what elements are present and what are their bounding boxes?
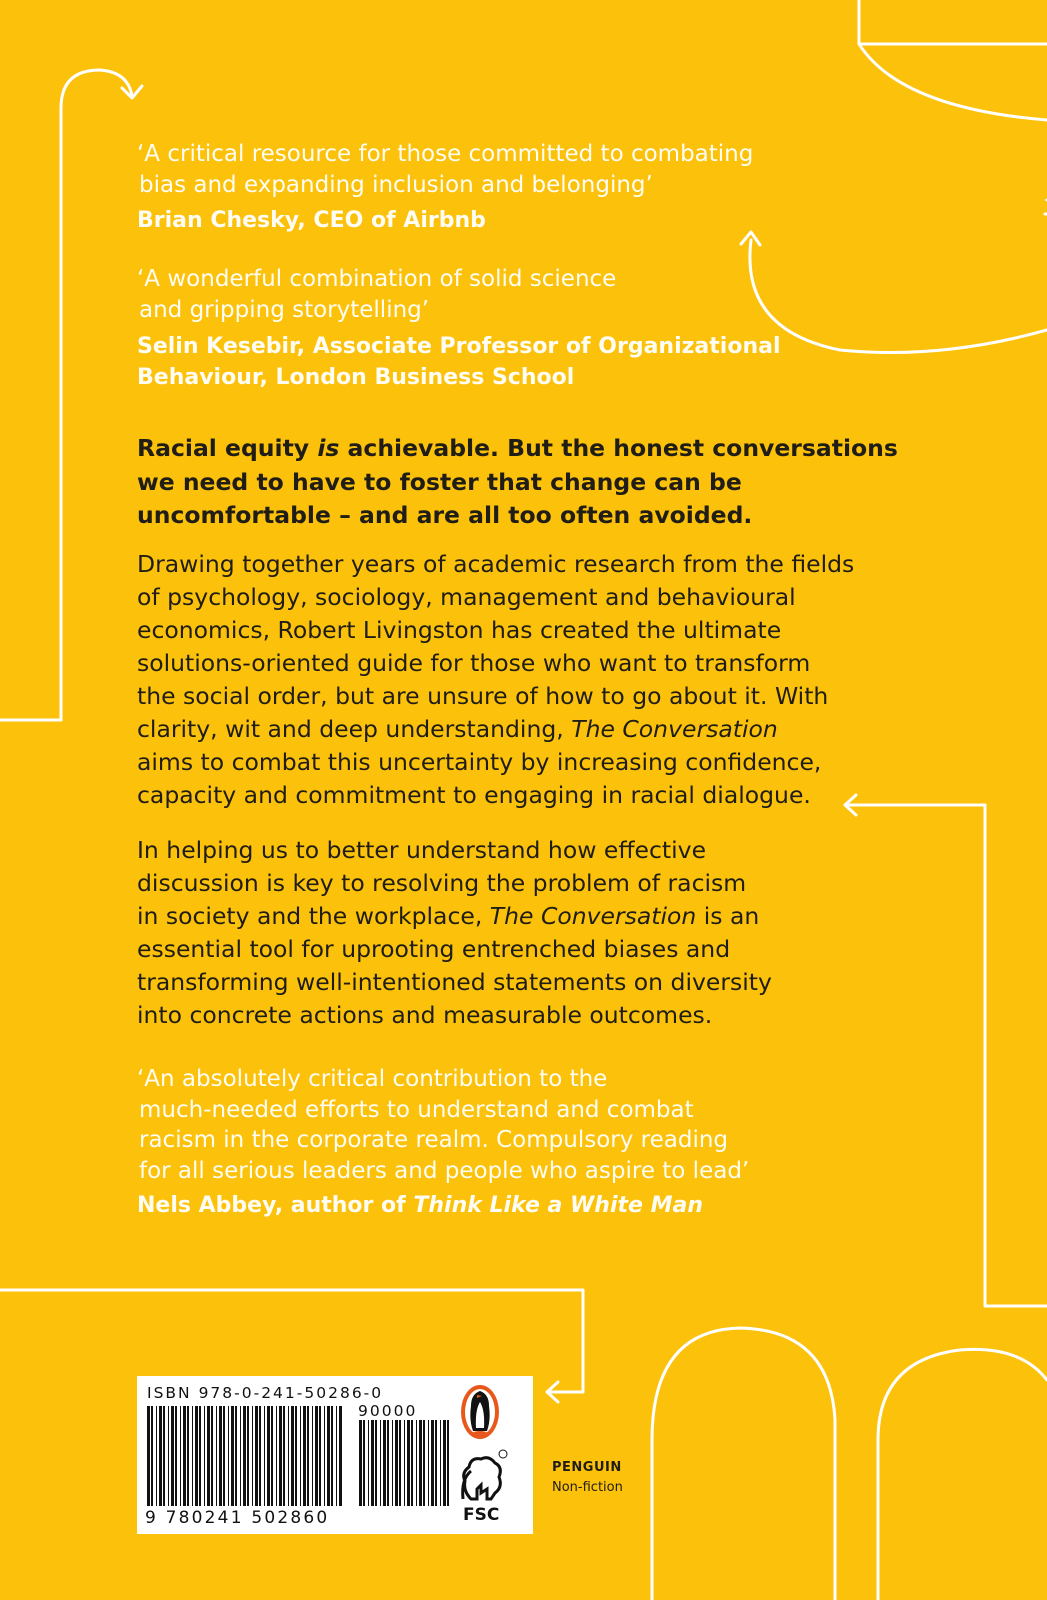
para2-line-1: In helping us to better understand how effective bbox=[137, 836, 707, 864]
bottom-right-outer bbox=[878, 1349, 1047, 1600]
quote-1-line-2: bias and expanding inclusion and belonging’ bbox=[139, 171, 653, 198]
quote-3-line-1: ‘An absolutely critical contribution to the bbox=[137, 1066, 608, 1092]
barcode-bar bbox=[303, 1406, 306, 1506]
barcode-bar bbox=[267, 1406, 270, 1506]
barcode-bar bbox=[151, 1406, 153, 1506]
para1-line-7: aims to combat this uncertainty by increasing confidence, bbox=[137, 748, 822, 776]
para2-line-6: into concrete actions and measurable outcomes. bbox=[137, 1001, 713, 1029]
barcode-bar bbox=[307, 1406, 309, 1506]
para1-line-3: economics, Robert Livingston has created the ultimate bbox=[137, 616, 782, 644]
lead-paragraph bbox=[137, 432, 898, 533]
barcode-bar bbox=[295, 1406, 297, 1506]
right-vertical-line bbox=[985, 805, 1047, 1306]
publisher-name: PENGUIN bbox=[552, 1460, 622, 1475]
barcode-bar bbox=[419, 1420, 422, 1506]
barcode-bar bbox=[187, 1406, 189, 1506]
barcode-bar bbox=[312, 1406, 313, 1506]
barcode-bar bbox=[180, 1406, 181, 1506]
quote-1-attribution: Brian Chesky, CEO of Airbnb bbox=[137, 208, 486, 233]
barcode-bar bbox=[399, 1420, 401, 1506]
quote-2-attribution-line-1: Selin Kesebir, Associate Professor of Organizational bbox=[137, 334, 781, 359]
barcode-bar bbox=[192, 1406, 193, 1506]
barcode-bar bbox=[395, 1420, 398, 1506]
barcode-bar bbox=[331, 1406, 333, 1506]
lead-line-3: uncomfortable – and are all too often avoided. bbox=[137, 501, 753, 529]
bottom-right-arch bbox=[652, 1328, 835, 1600]
barcode-bar bbox=[264, 1406, 265, 1506]
barcode-bar bbox=[416, 1420, 417, 1506]
barcode-bar bbox=[324, 1406, 325, 1506]
barcode-bar bbox=[199, 1406, 201, 1506]
barcode-bar bbox=[428, 1420, 429, 1506]
quote-2-line-2: and gripping storytelling’ bbox=[139, 296, 430, 323]
quote-3-line-2: much-needed efforts to understand and combat bbox=[139, 1096, 694, 1123]
para2-line-2: discussion is key to resolving the problem of racism bbox=[137, 869, 747, 897]
barcode-bar bbox=[359, 1420, 362, 1506]
para1-line-1: Drawing together years of academic research from the fields bbox=[137, 550, 855, 578]
barcode-bar bbox=[240, 1406, 241, 1506]
left-curve-arrow-line bbox=[61, 70, 132, 720]
barcode-bar bbox=[247, 1406, 249, 1506]
lead-line-1: Racial equity is achievable. But the honest conversations bbox=[137, 434, 898, 462]
barcode-bar bbox=[387, 1420, 389, 1506]
barcode-bar bbox=[211, 1406, 213, 1506]
barcode-bar bbox=[252, 1406, 253, 1506]
barcode-bar bbox=[279, 1406, 282, 1506]
barcode-bar bbox=[392, 1420, 393, 1506]
barcode-bar bbox=[440, 1420, 441, 1506]
barcode-bar bbox=[223, 1406, 225, 1506]
barcode-bar bbox=[371, 1420, 374, 1506]
barcode-bar bbox=[228, 1406, 229, 1506]
price-code: 90000 bbox=[358, 1402, 418, 1420]
barcode-bar bbox=[171, 1406, 174, 1506]
publisher-category: Non-fiction bbox=[552, 1480, 623, 1495]
quote-2-attribution-line-2: Behaviour, London Business School bbox=[137, 365, 575, 390]
barcode-bar bbox=[363, 1420, 365, 1506]
barcode-bar bbox=[423, 1420, 425, 1506]
barcode-bar bbox=[315, 1406, 318, 1506]
barcode-bar bbox=[219, 1406, 222, 1506]
barcode-bar bbox=[168, 1406, 169, 1506]
quote-3-line-3: racism in the corporate realm. Compulsory reading bbox=[139, 1127, 729, 1153]
barcode-bar bbox=[411, 1420, 413, 1506]
quote-block-2 bbox=[137, 264, 857, 393]
body-paragraph-1 bbox=[137, 548, 857, 812]
barcode-bar bbox=[204, 1406, 205, 1506]
barcode-bar bbox=[300, 1406, 301, 1506]
para1-line-4: solutions-oriented guide for those who want to transform bbox=[137, 649, 811, 677]
barcode-bar bbox=[383, 1420, 386, 1506]
barcode-bar bbox=[255, 1406, 258, 1506]
barcode-bar bbox=[243, 1406, 246, 1506]
barcode-bar bbox=[431, 1420, 434, 1506]
fsc-label: FSC bbox=[463, 1505, 500, 1525]
barcode-bar bbox=[235, 1406, 237, 1506]
body-paragraph-2 bbox=[137, 834, 857, 1032]
barcode-bar bbox=[375, 1420, 377, 1506]
para2-line-4: essential tool for uprooting entrenched biases and bbox=[137, 935, 731, 963]
barcode-bar bbox=[288, 1406, 289, 1506]
barcode-bar bbox=[404, 1420, 405, 1506]
top-right-bracket bbox=[859, 0, 1047, 44]
barcode-bar bbox=[159, 1406, 162, 1506]
barcode-bar bbox=[336, 1406, 337, 1506]
barcode-bar bbox=[163, 1406, 165, 1506]
quote-3-attribution: Nels Abbey, author of Think Like a White Man bbox=[137, 1193, 703, 1218]
quote-block-1 bbox=[137, 139, 857, 236]
barcode-bar bbox=[207, 1406, 210, 1506]
quote-3-line-4: for all serious leaders and people who aspire to lead’ bbox=[139, 1157, 750, 1184]
barcode-bar bbox=[443, 1420, 446, 1506]
quote-1-line-1: ‘A critical resource for those committed to combating bbox=[137, 141, 754, 167]
quote-block-3 bbox=[137, 1064, 857, 1221]
barcode-bar bbox=[276, 1406, 277, 1506]
barcode-panel bbox=[137, 1376, 533, 1534]
barcode-bar bbox=[435, 1420, 437, 1506]
barcode-bar bbox=[271, 1406, 273, 1506]
barcode-bar bbox=[407, 1420, 410, 1506]
barcode-bar bbox=[231, 1406, 234, 1506]
barcode-bar bbox=[195, 1406, 198, 1506]
quote-2-line-1: ‘A wonderful combination of solid science bbox=[137, 266, 617, 292]
barcode-bar bbox=[327, 1406, 330, 1506]
para2-line-3: in society and the workplace, The Conversation is an bbox=[137, 902, 760, 930]
fsc-tree-logo-icon bbox=[457, 1449, 509, 1527]
barcode-bar bbox=[259, 1406, 261, 1506]
para1-line-8: capacity and commitment to engaging in racial dialogue. bbox=[137, 781, 811, 809]
isbn-label: ISBN 978-0-241-50286-0 bbox=[147, 1384, 384, 1402]
barcode-bar bbox=[175, 1406, 177, 1506]
u-curve-upper bbox=[859, 44, 1047, 120]
barcode-bar bbox=[216, 1406, 217, 1506]
barcode-bar bbox=[368, 1420, 369, 1506]
barcode-bar bbox=[283, 1406, 285, 1506]
barcode-bar bbox=[380, 1420, 381, 1506]
barcode-bar bbox=[291, 1406, 294, 1506]
para2-line-5: transforming well-intentioned statements on diversity bbox=[137, 968, 772, 996]
penguin-logo-icon bbox=[458, 1382, 502, 1442]
barcode-bar bbox=[183, 1406, 186, 1506]
barcode-digits: 9 780241 502860 bbox=[145, 1508, 330, 1528]
barcode-bar bbox=[447, 1420, 449, 1506]
barcode-bar bbox=[156, 1406, 157, 1506]
lead-line-2: we need to have to foster that change can be bbox=[137, 467, 742, 496]
para1-line-5: the social order, but are unsure of how to go about it. With bbox=[137, 682, 829, 710]
barcode-bar bbox=[147, 1406, 150, 1506]
barcode-bar bbox=[319, 1406, 321, 1506]
para1-line-2: of psychology, sociology, management and behavioural bbox=[137, 583, 796, 611]
para1-line-6: clarity, wit and deep understanding, The Conversation bbox=[137, 715, 778, 743]
barcode-bar bbox=[339, 1406, 342, 1506]
